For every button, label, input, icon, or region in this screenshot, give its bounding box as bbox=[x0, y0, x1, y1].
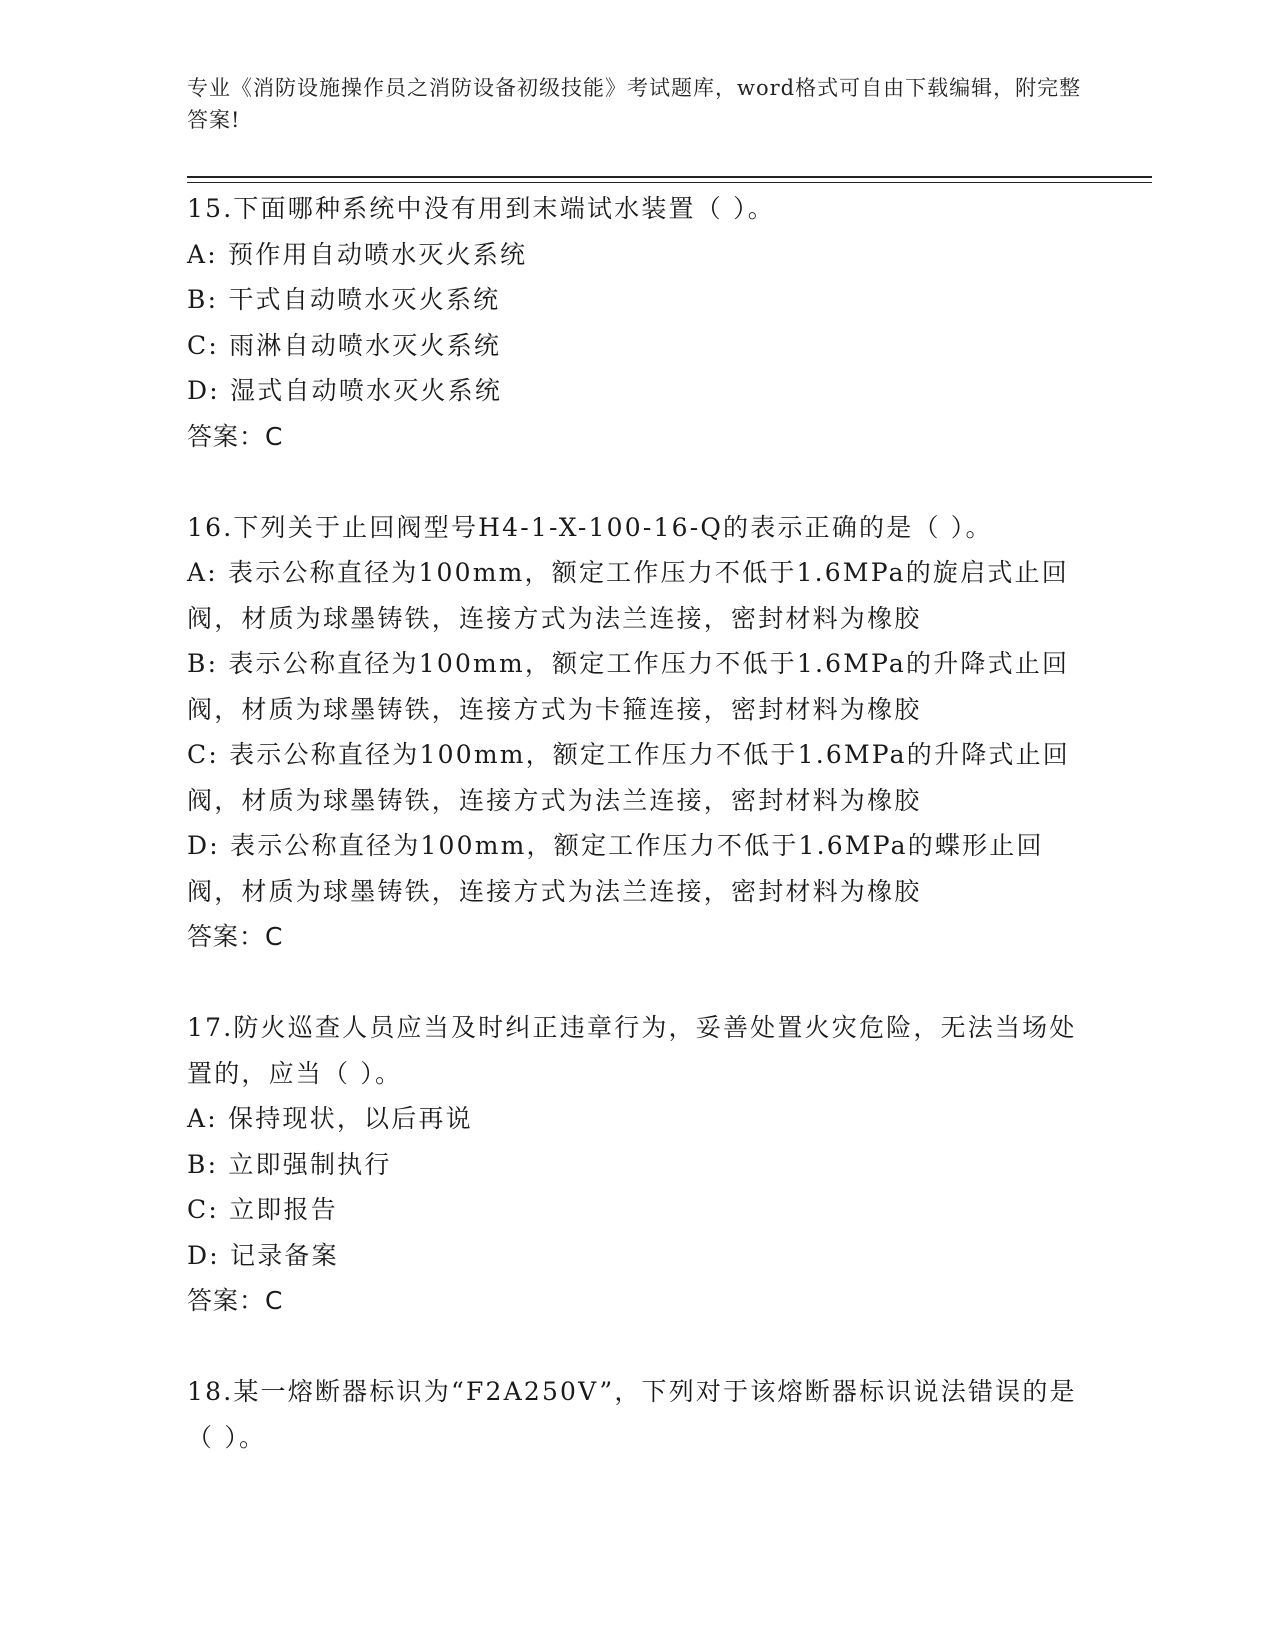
question-stem: 18.某一熔断器标识为“F2A250V”，下列对于该熔断器标识说法错误的是（ ）。 bbox=[187, 1377, 1077, 1452]
header-text: 专业《消防设施操作员之消防设备初级技能》考试题库，word格式可自由下载编辑，附完整答案! bbox=[187, 76, 1082, 132]
option-a: A: 预作用自动喷水灭火系统 bbox=[187, 239, 528, 269]
option-a: A: 保持现状，以后再说 bbox=[187, 1104, 473, 1133]
spacer bbox=[187, 960, 1087, 1006]
question-17 bbox=[187, 1005, 1087, 1324]
option-b: B: 表示公称直径为100mm，额定工作压力不低于1.6MPa的升降式止回阀，材质为球墨铸铁，连接方式为卡箍连接，密封材料为橡胶 bbox=[187, 649, 1070, 724]
header-rule-thick bbox=[187, 176, 1152, 178]
option-a: A: 表示公称直径为100mm，额定工作压力不低于1.6MPa的旋启式止回阀，材质为球墨铸铁，连接方式为法兰连接，密封材料为橡胶 bbox=[187, 558, 1069, 633]
question-18 bbox=[187, 1369, 1087, 1460]
page-header bbox=[187, 72, 1087, 136]
spacer bbox=[187, 459, 1087, 505]
answer: 答案：C bbox=[187, 922, 284, 951]
question-stem: 16.下列关于止回阀型号H4-1-X-100-16-Q的表示正确的是（ ）。 bbox=[187, 512, 993, 542]
question-16 bbox=[187, 505, 1087, 960]
spacer bbox=[187, 1324, 1087, 1370]
header-rule-thin bbox=[187, 182, 1152, 183]
answer: 答案：C bbox=[187, 421, 284, 451]
question-stem: 15.下面哪种系统中没有用到末端试水装置（ ）。 bbox=[187, 194, 776, 223]
option-b: B: 干式自动喷水灭火系统 bbox=[187, 285, 501, 314]
option-d: D: 记录备案 bbox=[187, 1240, 339, 1270]
option-b: B: 立即强制执行 bbox=[187, 1149, 392, 1179]
option-c: C: 表示公称直径为100mm，额定工作压力不低于1.6MPa的升降式止回阀，材质为球墨铸铁，连接方式为法兰连接，密封材料为橡胶 bbox=[187, 740, 1070, 815]
option-c: C: 立即报告 bbox=[187, 1195, 338, 1224]
question-15 bbox=[187, 186, 1087, 459]
answer: 答案：C bbox=[187, 1286, 284, 1315]
option-d: D: 湿式自动喷水灭火系统 bbox=[187, 376, 503, 405]
option-d: D: 表示公称直径为100mm，额定工作压力不低于1.6MPa的蝶形止回阀，材质为球墨铸铁，连接方式为法兰连接，密封材料为橡胶 bbox=[187, 831, 1044, 906]
option-c: C: 雨淋自动喷水灭火系统 bbox=[187, 330, 502, 360]
question-stem: 17.防火巡查人员应当及时纠正违章行为，妥善处置火灾危险，无法当场处置的，应当（ ）。 bbox=[187, 1013, 1077, 1088]
question-list bbox=[187, 186, 1087, 1460]
